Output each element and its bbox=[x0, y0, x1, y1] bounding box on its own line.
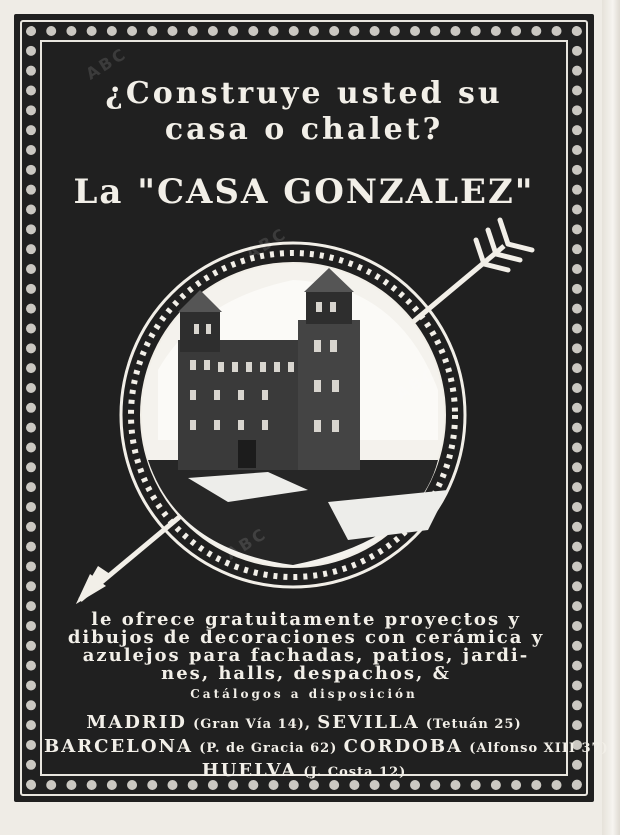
address-line-2 bbox=[44, 736, 609, 757]
address-city: BARCELONA bbox=[44, 736, 193, 757]
body-line-2: dibujos de decoraciones con cerámica y bbox=[67, 627, 545, 648]
address-city: HUELVA bbox=[201, 760, 298, 781]
headline-line-1: ¿Construye usted su bbox=[105, 76, 503, 111]
advertisement bbox=[14, 14, 609, 802]
address-street: (P. de Gracia 62) bbox=[199, 741, 338, 756]
address-street: (Tetuán 25) bbox=[425, 717, 522, 732]
headline-line-2: casa o chalet? bbox=[164, 112, 444, 147]
body-line-4: nes, halls, despachos, & bbox=[161, 663, 451, 684]
address-city: SEVILLA bbox=[317, 712, 420, 733]
watermark-text: ABC bbox=[82, 43, 131, 84]
address-street: (Alfonso XIII 37) bbox=[469, 741, 609, 756]
address-street: (J. Costa 12) bbox=[303, 765, 407, 780]
building-illustration-icon bbox=[118, 240, 468, 590]
paper-edge bbox=[602, 0, 620, 835]
address-city: CORDOBA bbox=[343, 736, 463, 757]
body-line-1: le ofrece gratuitamente proyectos y bbox=[91, 609, 521, 630]
watermark-text: ABC bbox=[242, 223, 291, 264]
address-street: (Gran Vía 14) bbox=[193, 717, 305, 732]
catalog-note: Catálogos a disposición bbox=[190, 687, 418, 701]
address-city: MADRID bbox=[86, 712, 187, 733]
body-line-3: azulejos para fachadas, patios, jardi- bbox=[82, 645, 530, 666]
brand-name: La "CASA GONZALEZ" bbox=[73, 172, 535, 212]
address-line-3 bbox=[44, 760, 564, 781]
address-line-1: MADRID (Gran Vía 14), SEVILLA (Tetuán 25) bbox=[86, 712, 522, 733]
